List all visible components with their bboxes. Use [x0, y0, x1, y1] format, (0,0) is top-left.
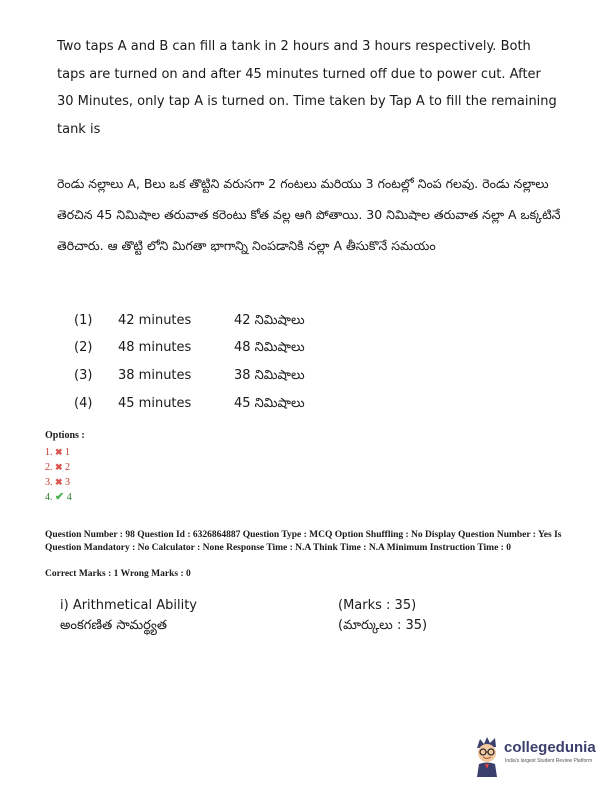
logo-tagline: India's largest Student Review Platform	[505, 758, 593, 764]
choice-number: (3)	[74, 368, 93, 383]
cross-icon: ✖	[55, 447, 63, 457]
checkmark-icon: ✔	[55, 491, 65, 503]
choice-telugu: 45 నిమిషాలు	[234, 396, 305, 411]
option-label: 1.	[45, 447, 53, 458]
choice-number: (4)	[74, 396, 93, 411]
option-item	[45, 490, 72, 505]
mascot-icon	[472, 735, 502, 777]
options-heading: Options :	[45, 430, 85, 441]
question-text-telugu: రెండు నల్లాలు A, Bలు ఒక తొట్టిని వరుసగా 2 గంటలు మరియు 3 గంటల్లో నింప గలవు. రెండు నల్లాలు తెరచిన 45 నిమిషాల తరువాత కరెంటు కోత వల్ల ఆగి పోతాయి. 30 నిమిషాల తరువాత నల్లా A ఒక్కటినే తెరిచారు. ఆ తొట్టి లోని మిగతా భాగాన్ని నింపడానికి నల్లా A తీసుకొనే సమయం	[57, 176, 561, 253]
option-label: 4.	[45, 492, 53, 503]
option-value: 2	[65, 462, 71, 473]
option-value: 1	[65, 447, 71, 458]
question-text-english: Two taps A and B can fill a tank in 2 hours and 3 hours respectively. Both taps are turned on and after 45 minutes turned off due to power cut. After 30 Minutes, only tap A is turned on. Time taken by Tap A to fill the remaining tank is	[57, 39, 557, 137]
section-title-english: i) Arithmetical Ability	[60, 598, 198, 613]
option-item	[45, 445, 72, 460]
section-marks-telugu: (మార్కులు : 35)	[338, 618, 428, 633]
section-marks-english: (Marks : 35)	[338, 598, 417, 613]
choice-english: 48 minutes	[118, 340, 192, 355]
choice-number: (2)	[74, 340, 93, 355]
choice-english: 38 minutes	[118, 368, 192, 383]
option-value: 3	[65, 477, 71, 488]
collegedunia-logo	[472, 735, 602, 780]
option-label: 2.	[45, 462, 53, 473]
choice-english: 45 minutes	[118, 396, 192, 411]
logo-wordmark: collegedunia	[504, 739, 596, 756]
section-title-telugu: అంకగణిత సామర్థ్యత	[60, 618, 168, 633]
choice-telugu: 38 నిమిషాలు	[234, 368, 305, 383]
option-item	[45, 475, 72, 490]
choice-telugu: 48 నిమిషాలు	[234, 340, 305, 355]
cross-icon: ✖	[55, 477, 63, 487]
options-list	[45, 445, 72, 505]
option-value: 4	[66, 492, 72, 503]
choice-english: 42 minutes	[118, 313, 192, 328]
marks-info: Correct Marks : 1 Wrong Marks : 0	[45, 569, 191, 579]
option-item	[45, 460, 72, 475]
option-label: 3.	[45, 477, 53, 488]
choice-telugu: 42 నిమిషాలు	[234, 313, 305, 328]
question-metadata: Question Number : 98 Question Id : 6326864887 Question Type : MCQ Option Shuffling : No Display Question Number : Yes Is Question Mandatory : No Calculator : None Response Time : N.A Think Time : N.A Minimum Instruction Time : 0	[45, 530, 562, 553]
cross-icon: ✖	[55, 462, 63, 472]
choice-number: (1)	[74, 313, 93, 328]
